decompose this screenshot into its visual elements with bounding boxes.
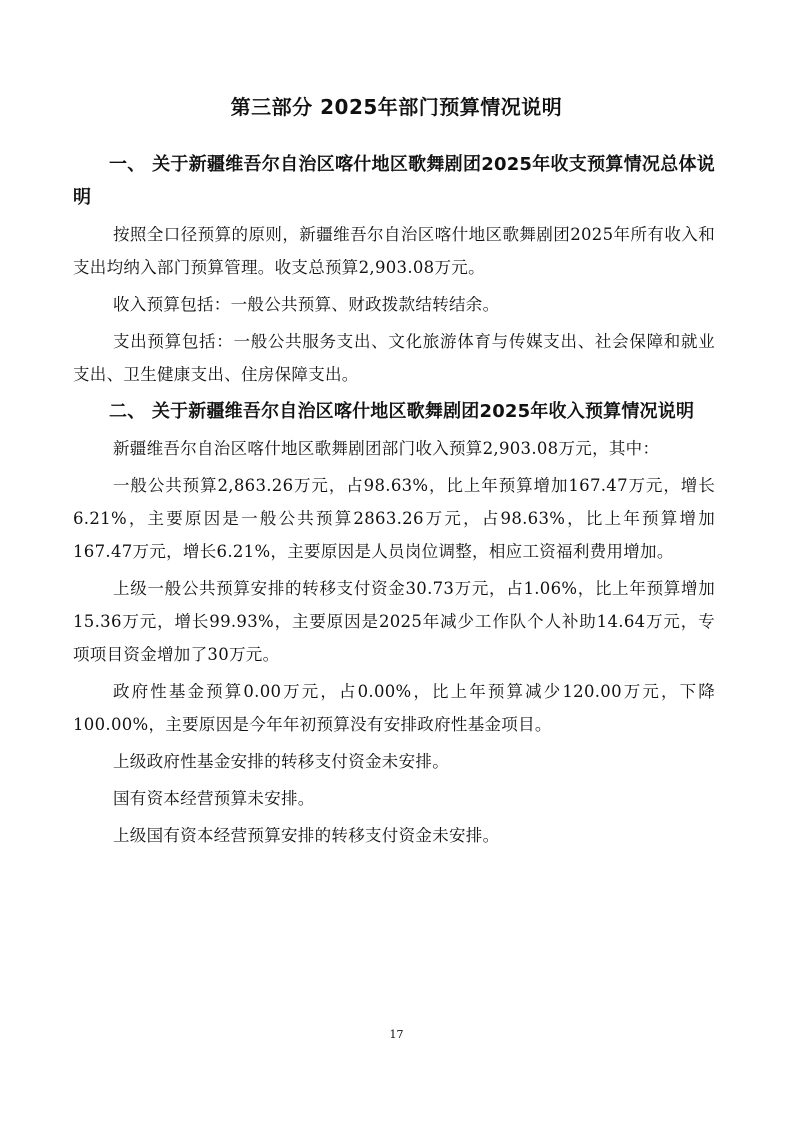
section-2-paragraph-6: 国有资本经营预算未安排。: [113, 789, 315, 808]
section-1-paragraph-1: 按照全口径预算的原则，新疆维吾尔自治区喀什地区歌舞剧团2025年所有收入和支出均纳入部门预算管理。收支总预算2,903.08万元。: [73, 225, 715, 277]
section-1-paragraph-2: 收入预算包括：一般公共预算、财政拨款结转结余。: [113, 295, 500, 314]
section-2-paragraph-3: 上级一般公共预算安排的转移支付资金30.73万元，占1.06%，比上年预算增加15.36万元，增长99.93%，主要原因是2025年减少工作队个人补助14.64万元，专项项目资金增加了30万元。: [73, 579, 715, 664]
section-2-paragraph-2: 一般公共预算2,863.26万元，占98.63%，比上年预算增加167.47万元，增长6.21%，主要原因是一般公共预算2863.26万元，占98.63%，比上年预算增加167.47万元，增长6.21%，主要原因是人员岗位调整，相应工资福利费用增加。: [73, 476, 715, 561]
section-heading-2: 二、 关于新疆维吾尔自治区喀什地区歌舞剧团2025年收入预算情况说明: [109, 401, 695, 422]
section-2-paragraph-5: 上级政府性基金安排的转移支付资金未安排。: [113, 752, 449, 771]
section-2-paragraph-7: 上级国有资本经营预算安排的转移支付资金未安排。: [113, 826, 500, 845]
page-title: 第三部分 2025年部门预算情况说明: [230, 95, 563, 119]
section-1-paragraph-3: 支出预算包括：一般公共服务支出、文化旅游体育与传媒支出、社会保障和就业支出、卫生健康支出、住房保障支出。: [73, 332, 715, 384]
section-heading-1: 一、 关于新疆维吾尔自治区喀什地区歌舞剧团2025年收支预算情况总体说明: [73, 154, 715, 208]
document-body: [73, 148, 715, 856]
page-number: 17: [389, 1028, 404, 1041]
section-2-paragraph-4: 政府性基金预算0.00万元，占0.00%，比上年预算减少120.00万元，下降100.00%，主要原因是今年年初预算没有安排政府性基金项目。: [73, 682, 715, 734]
section-2-paragraph-1: 新疆维吾尔自治区喀什地区歌舞剧团部门收入预算2,903.08万元，其中：: [113, 439, 660, 458]
